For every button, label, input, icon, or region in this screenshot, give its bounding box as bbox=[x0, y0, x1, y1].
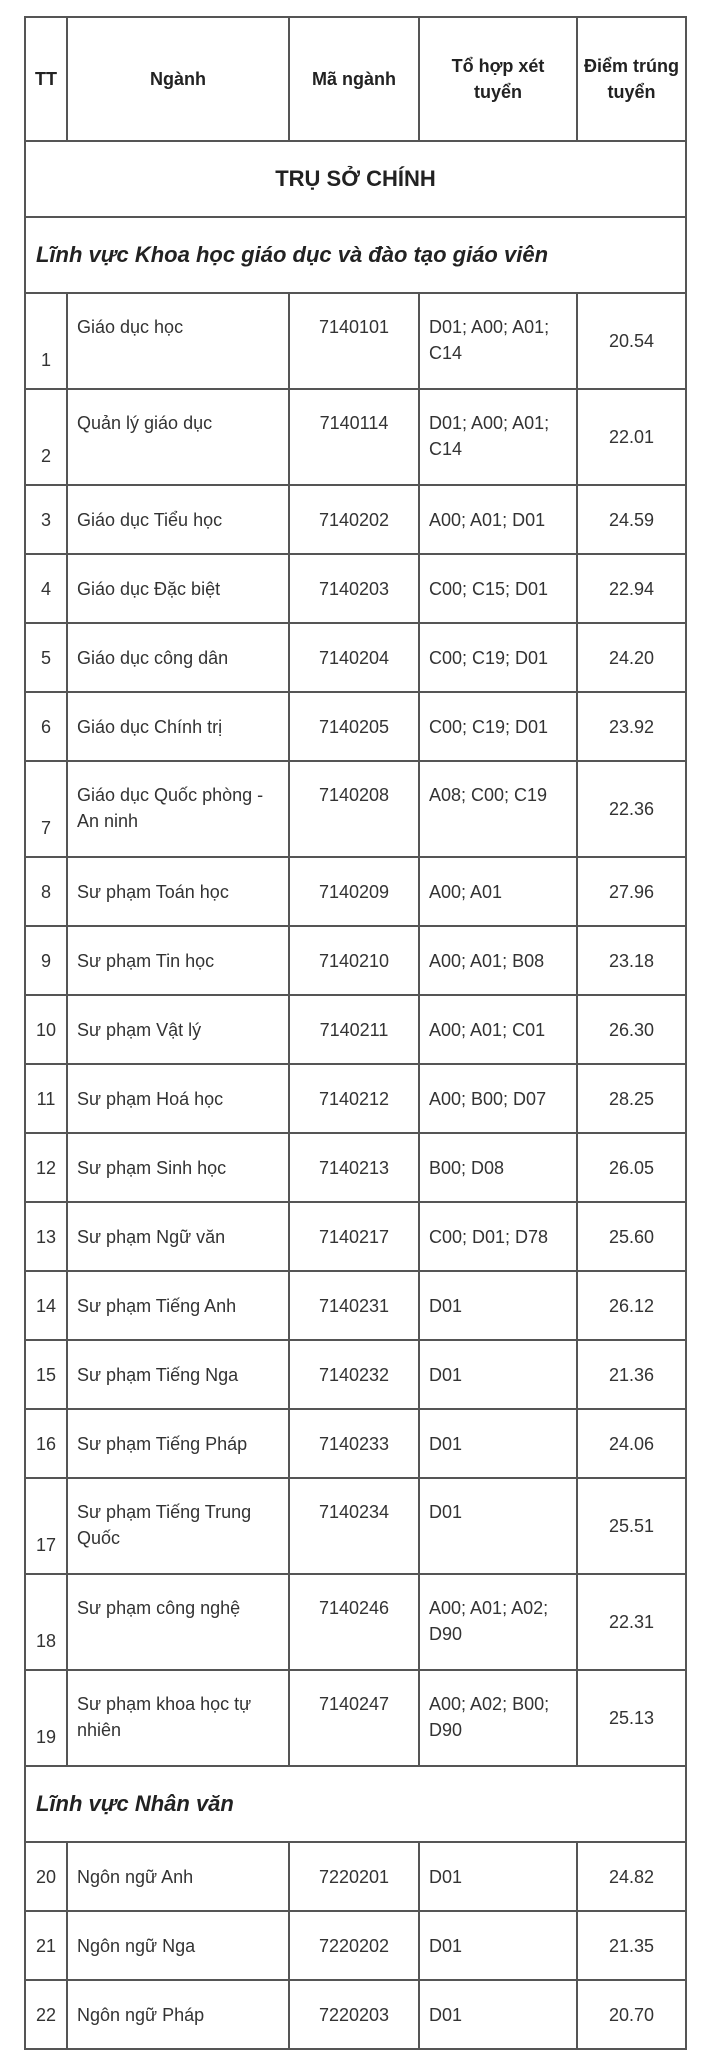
row-number: 8 bbox=[25, 857, 67, 926]
field-title: Lĩnh vực Khoa học giáo dục và đào tạo giáo viên bbox=[25, 217, 686, 293]
admission-score: 26.30 bbox=[577, 995, 686, 1064]
major-code: 7140203 bbox=[289, 554, 419, 623]
header-code: Mã ngành bbox=[289, 17, 419, 141]
admission-score: 23.18 bbox=[577, 926, 686, 995]
major-code: 7140213 bbox=[289, 1133, 419, 1202]
admission-score: 20.54 bbox=[577, 293, 686, 389]
admission-score: 24.20 bbox=[577, 623, 686, 692]
subject-combination: D01 bbox=[419, 1340, 577, 1409]
subject-combination: D01 bbox=[419, 1478, 577, 1574]
table-row bbox=[25, 926, 686, 995]
admission-score: 21.35 bbox=[577, 1911, 686, 1980]
major-name: Ngôn ngữ Pháp bbox=[67, 1980, 289, 2049]
row-number: 15 bbox=[25, 1340, 67, 1409]
subject-combination: A00; A01; C01 bbox=[419, 995, 577, 1064]
table-row bbox=[25, 1202, 686, 1271]
major-code: 7140234 bbox=[289, 1478, 419, 1574]
major-code: 7140217 bbox=[289, 1202, 419, 1271]
major-code: 7140209 bbox=[289, 857, 419, 926]
table-row bbox=[25, 692, 686, 761]
major-code: 7140208 bbox=[289, 761, 419, 857]
table-row bbox=[25, 857, 686, 926]
major-name: Giáo dục Quốc phòng - An ninh bbox=[67, 761, 289, 857]
subject-combination: D01; A00; A01; C14 bbox=[419, 389, 577, 485]
subject-combination: A00; B00; D07 bbox=[419, 1064, 577, 1133]
major-code: 7140205 bbox=[289, 692, 419, 761]
table-row bbox=[25, 1409, 686, 1478]
header-combo-label: Tổ hợp xét tuyển bbox=[451, 56, 545, 102]
table-row bbox=[25, 761, 686, 857]
row-number: 13 bbox=[25, 1202, 67, 1271]
major-name: Sư phạm công nghệ bbox=[67, 1574, 289, 1670]
major-name: Giáo dục Đặc biệt bbox=[67, 554, 289, 623]
row-number: 19 bbox=[25, 1670, 67, 1766]
admission-scores-table bbox=[24, 16, 687, 2050]
header-tt: TT bbox=[25, 17, 67, 141]
admission-score: 22.94 bbox=[577, 554, 686, 623]
major-name: Giáo dục học bbox=[67, 293, 289, 389]
admission-score: 25.60 bbox=[577, 1202, 686, 1271]
header-combo bbox=[419, 17, 577, 141]
table-row bbox=[25, 1670, 686, 1766]
row-number: 18 bbox=[25, 1574, 67, 1670]
subject-combination: A00; A02; B00; D90 bbox=[419, 1670, 577, 1766]
table-row bbox=[25, 1340, 686, 1409]
admission-score: 26.05 bbox=[577, 1133, 686, 1202]
major-name: Ngôn ngữ Anh bbox=[67, 1842, 289, 1911]
major-code: 7140202 bbox=[289, 485, 419, 554]
major-name: Sư phạm Tin học bbox=[67, 926, 289, 995]
row-number: 20 bbox=[25, 1842, 67, 1911]
header-row bbox=[25, 17, 686, 141]
row-number: 10 bbox=[25, 995, 67, 1064]
subject-combination: D01 bbox=[419, 1911, 577, 1980]
table-row bbox=[25, 1478, 686, 1574]
row-number: 3 bbox=[25, 485, 67, 554]
major-code: 7140232 bbox=[289, 1340, 419, 1409]
row-number: 11 bbox=[25, 1064, 67, 1133]
admission-score: 22.36 bbox=[577, 761, 686, 857]
subject-combination: C00; C15; D01 bbox=[419, 554, 577, 623]
major-name: Sư phạm Ngữ văn bbox=[67, 1202, 289, 1271]
table-row bbox=[25, 1133, 686, 1202]
subject-combination: D01 bbox=[419, 1842, 577, 1911]
major-code: 7140204 bbox=[289, 623, 419, 692]
major-code: 7220202 bbox=[289, 1911, 419, 1980]
admission-score: 22.01 bbox=[577, 389, 686, 485]
major-name: Quản lý giáo dục bbox=[67, 389, 289, 485]
major-name: Sư phạm Tiếng Anh bbox=[67, 1271, 289, 1340]
table-row bbox=[25, 1271, 686, 1340]
row-number: 14 bbox=[25, 1271, 67, 1340]
table-row bbox=[25, 1842, 686, 1911]
row-number: 4 bbox=[25, 554, 67, 623]
major-code: 7140211 bbox=[289, 995, 419, 1064]
major-name: Sư phạm khoa học tự nhiên bbox=[67, 1670, 289, 1766]
subject-combination: C00; C19; D01 bbox=[419, 623, 577, 692]
admission-score: 24.59 bbox=[577, 485, 686, 554]
subject-combination: A00; A01; A02; D90 bbox=[419, 1574, 577, 1670]
subject-combination: A00; A01; D01 bbox=[419, 485, 577, 554]
table-row bbox=[25, 1064, 686, 1133]
major-name: Giáo dục công dân bbox=[67, 623, 289, 692]
major-name: Sư phạm Tiếng Trung Quốc bbox=[67, 1478, 289, 1574]
major-code: 7140114 bbox=[289, 389, 419, 485]
field-row bbox=[25, 217, 686, 293]
subject-combination: C00; C19; D01 bbox=[419, 692, 577, 761]
subject-combination: C00; D01; D78 bbox=[419, 1202, 577, 1271]
row-number: 17 bbox=[25, 1478, 67, 1574]
row-number: 5 bbox=[25, 623, 67, 692]
admission-score: 25.51 bbox=[577, 1478, 686, 1574]
major-code: 7140212 bbox=[289, 1064, 419, 1133]
field-row bbox=[25, 1766, 686, 1842]
major-name: Giáo dục Tiểu học bbox=[67, 485, 289, 554]
table-row bbox=[25, 1911, 686, 1980]
table-row bbox=[25, 293, 686, 389]
major-name: Sư phạm Vật lý bbox=[67, 995, 289, 1064]
subject-combination: D01 bbox=[419, 1271, 577, 1340]
row-number: 2 bbox=[25, 389, 67, 485]
admission-score: 24.82 bbox=[577, 1842, 686, 1911]
header-score-label: Điểm trúng tuyển bbox=[584, 56, 680, 102]
major-name: Sư phạm Tiếng Nga bbox=[67, 1340, 289, 1409]
row-number: 9 bbox=[25, 926, 67, 995]
major-name: Sư phạm Sinh học bbox=[67, 1133, 289, 1202]
table-row bbox=[25, 995, 686, 1064]
admission-score: 20.70 bbox=[577, 1980, 686, 2049]
subject-combination: A00; A01 bbox=[419, 857, 577, 926]
row-number: 12 bbox=[25, 1133, 67, 1202]
table-body bbox=[25, 141, 686, 2049]
field-title: Lĩnh vực Nhân văn bbox=[25, 1766, 686, 1842]
admission-score: 27.96 bbox=[577, 857, 686, 926]
section-row bbox=[25, 141, 686, 217]
admission-score: 26.12 bbox=[577, 1271, 686, 1340]
major-code: 7140210 bbox=[289, 926, 419, 995]
admission-score: 23.92 bbox=[577, 692, 686, 761]
row-number: 16 bbox=[25, 1409, 67, 1478]
header-score bbox=[577, 17, 686, 141]
header-major: Ngành bbox=[67, 17, 289, 141]
subject-combination: D01 bbox=[419, 1409, 577, 1478]
subject-combination: A08; C00; C19 bbox=[419, 761, 577, 857]
table-row bbox=[25, 1980, 686, 2049]
major-code: 7140231 bbox=[289, 1271, 419, 1340]
row-number: 7 bbox=[25, 761, 67, 857]
admission-score: 22.31 bbox=[577, 1574, 686, 1670]
admission-score: 24.06 bbox=[577, 1409, 686, 1478]
admission-score: 28.25 bbox=[577, 1064, 686, 1133]
admission-score: 21.36 bbox=[577, 1340, 686, 1409]
subject-combination: D01 bbox=[419, 1980, 577, 2049]
major-name: Giáo dục Chính trị bbox=[67, 692, 289, 761]
major-code: 7140246 bbox=[289, 1574, 419, 1670]
major-name: Sư phạm Hoá học bbox=[67, 1064, 289, 1133]
table-row bbox=[25, 623, 686, 692]
major-code: 7220203 bbox=[289, 1980, 419, 2049]
major-code: 7140233 bbox=[289, 1409, 419, 1478]
major-name: Sư phạm Tiếng Pháp bbox=[67, 1409, 289, 1478]
major-name: Ngôn ngữ Nga bbox=[67, 1911, 289, 1980]
subject-combination: B00; D08 bbox=[419, 1133, 577, 1202]
table-row bbox=[25, 554, 686, 623]
row-number: 21 bbox=[25, 1911, 67, 1980]
major-code: 7140247 bbox=[289, 1670, 419, 1766]
major-name: Sư phạm Toán học bbox=[67, 857, 289, 926]
row-number: 22 bbox=[25, 1980, 67, 2049]
table-row bbox=[25, 389, 686, 485]
row-number: 1 bbox=[25, 293, 67, 389]
subject-combination: A00; A01; B08 bbox=[419, 926, 577, 995]
row-number: 6 bbox=[25, 692, 67, 761]
admission-score: 25.13 bbox=[577, 1670, 686, 1766]
section-title: TRỤ SỞ CHÍNH bbox=[25, 141, 686, 217]
subject-combination: D01; A00; A01; C14 bbox=[419, 293, 577, 389]
major-code: 7220201 bbox=[289, 1842, 419, 1911]
table-row bbox=[25, 1574, 686, 1670]
table-row bbox=[25, 485, 686, 554]
major-code: 7140101 bbox=[289, 293, 419, 389]
